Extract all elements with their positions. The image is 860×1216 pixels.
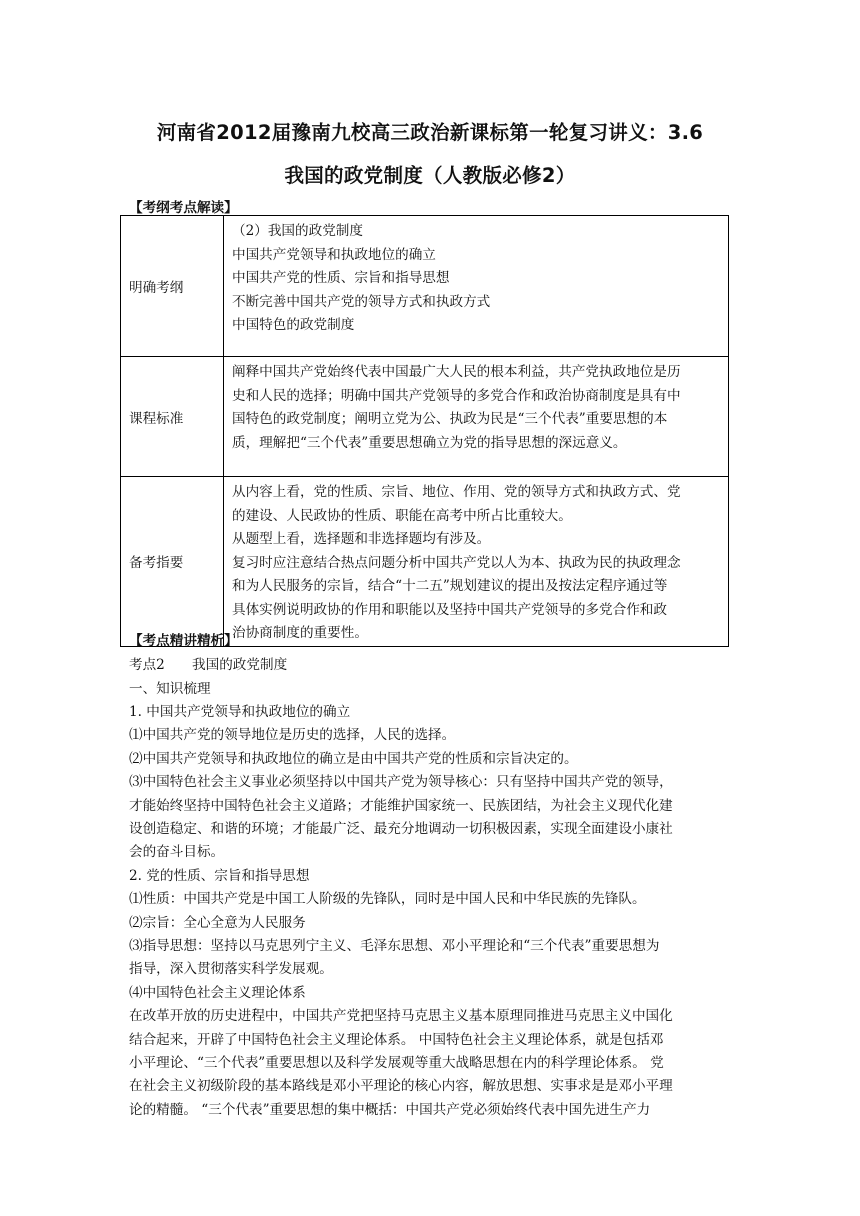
row-label: 备考指要 [121, 477, 224, 647]
paragraph-line: 会的奋斗目标。 [129, 844, 225, 860]
content-line: 的建设、人民政协的性质、职能在高考中所占比重较大。 [232, 507, 572, 524]
content-line: 复习时应注意结合热点问题分析中国共产党以人为本、执政为民的执政理念 [232, 554, 681, 571]
content-line: 治协商制度的重要性。 [232, 625, 368, 641]
content-line: 阐释中国共产党始终代表中国最广大人民的根本利益，共产党执政地位是历 [232, 364, 681, 380]
content-line: 从内容上看，党的性质、宗旨、地位、作用、党的领导方式和执政方式、党 [232, 484, 681, 500]
paragraph-line: 才能始终坚持中国特色社会主义道路；才能维护国家统一、民族团结，为社会主义现代化建 [129, 798, 673, 814]
paragraph-line: 在改革开放的历史进程中，中国共产党把坚持马克思主义基本原理同推进马克思主义中国化 [129, 1008, 673, 1024]
content-line: （2）我国的政党制度 [232, 223, 363, 239]
paragraph-line: ⑴性质：中国共产党是中国工人阶级的先锋队，同时是中国人民和中华民族的先锋队。 [129, 891, 646, 907]
paragraph-line: 指导，深入贯彻落实科学发展观。 [129, 961, 333, 977]
content-line: 从题型上看，选择题和非选择题均有涉及。 [232, 531, 491, 547]
paragraph-line: 在社会主义初级阶段的基本路线是邓小平理论的核心内容，解放思想、实事求是是邓小平理 [129, 1078, 673, 1094]
paragraph-line: ⑶中国特色社会主义事业必须坚持以中国共产党为领导核心：只有坚持中国共产党的领导， [129, 774, 673, 790]
table-row [121, 357, 729, 477]
content-line: 和为人民服务的宗旨，结合“十二五”规划建议的提出及按法定程序通过等 [232, 578, 668, 594]
exam-outline-table [120, 215, 729, 647]
paragraph-line: 设创造稳定、和谐的环境；才能最广泛、最充分地调动一切积极因素，实现全面建设小康社 [129, 821, 673, 837]
content-line: 质，理解把“三个代表”重要思想确立为党的指导思想的深远意义。 [232, 434, 627, 451]
row-content [224, 477, 729, 647]
row-label: 明确考纲 [121, 216, 224, 357]
paragraph-line: 结合起来，开辟了中国特色社会主义理论体系。 中国特色社会主义理论体系，就是包括邓 [129, 1032, 664, 1048]
content-line: 具体实例说明政协的作用和职能以及坚持中国共产党领导的多党合作和政 [232, 601, 667, 618]
subsection-heading: 一、知识梳理 [129, 681, 211, 697]
paragraph-line: ⑷中国特色社会主义理论体系 [129, 985, 306, 1001]
paragraph-line: ⑶指导思想：坚持以马克思列宁主义、毛泽东思想、邓小平理论和“三个代表”重要思想为 [129, 938, 660, 954]
paragraph-line: ⑵中国共产党领导和执政地位的确立是由中国共产党的性质和宗旨决定的。 [129, 751, 578, 767]
paragraph-line: 论的精髓。 “三个代表”重要思想的集中概括：中国共产党必须始终代表中国先进生产力 [129, 1102, 651, 1118]
content-line: 国特色的政党制度；阐明立党为公、执政为民是“三个代表”重要思想的本 [232, 411, 668, 427]
content-line: 史和人民的选择；明确中国共产党领导的多党合作和政治协商制度是具有中 [232, 387, 681, 404]
row-label: 课程标准 [121, 357, 224, 477]
table-row [121, 477, 729, 647]
content-line: 不断完善中国共产党的领导方式和执政方式 [232, 293, 491, 310]
paragraph-line: ⑴中国共产党的领导地位是历史的选择，人民的选择。 [129, 727, 456, 743]
paragraph-line: ⑵宗旨：全心全意为人民服务 [129, 915, 306, 931]
row-content [224, 357, 729, 477]
content-line: 中国共产党领导和执政地位的确立 [232, 246, 436, 263]
paragraph-line: 小平理论、“三个代表”重要思想以及科学发展观等重大战略思想在内的科学理论体系。 党 [129, 1055, 664, 1071]
section-heading-analysis: 【考点精讲精析】 [129, 633, 238, 649]
table-row [121, 216, 729, 357]
section-heading-outline: 【考纲考点解读】 [129, 200, 238, 216]
content-line: 中国共产党的性质、宗旨和指导思想 [232, 270, 450, 286]
point-heading: 1. 中国共产党领导和执政地位的确立 [129, 704, 351, 720]
document-title-line-2: 我国的政党制度（人教版必修2） [284, 164, 576, 187]
topic-heading: 考点2 我国的政党制度 [129, 657, 288, 673]
point-heading: 2. 党的性质、宗旨和指导思想 [129, 868, 310, 884]
content-line: 中国特色的政党制度 [232, 317, 355, 333]
row-content [224, 216, 729, 357]
document-title-line-1: 河南省2012届豫南九校高三政治新课标第一轮复习讲义：3.6 [156, 121, 704, 144]
